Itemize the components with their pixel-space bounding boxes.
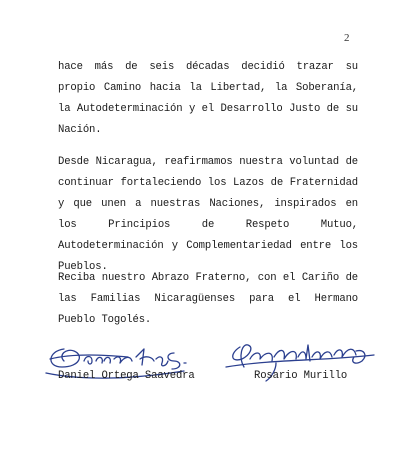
- signer-name-rosario-murillo: Rosario Murillo: [254, 370, 348, 382]
- signature-graphics: [44, 337, 384, 397]
- letter-paragraph-3: Reciba nuestro Abrazo Fraterno, con el Cariño de las Familias Nicaragüenses para el Hermano Pueblo Togolés.: [58, 272, 358, 326]
- letter-paragraph-2: Desde Nicaragua, reafirmamos nuestra voluntad de continuar fortaleciendo los Lazos de Fraternidad y que unen a nuestras Naciones, inspirados en los Principios de Respeto Mutuo, Autodeterminación y Complementariedad entre los Pueblos.: [58, 156, 358, 273]
- page-number: 2: [344, 32, 350, 44]
- signature-block: [44, 337, 384, 397]
- signer-name-daniel-ortega: Daniel Ortega Saavedra: [58, 370, 195, 382]
- letter-paragraph-1: hace más de seis décadas decidió trazar su propio Camino hacia la Libertad, la Soberanía, la Autodeterminación y el Desarrollo Justo de su Nación.: [58, 61, 358, 136]
